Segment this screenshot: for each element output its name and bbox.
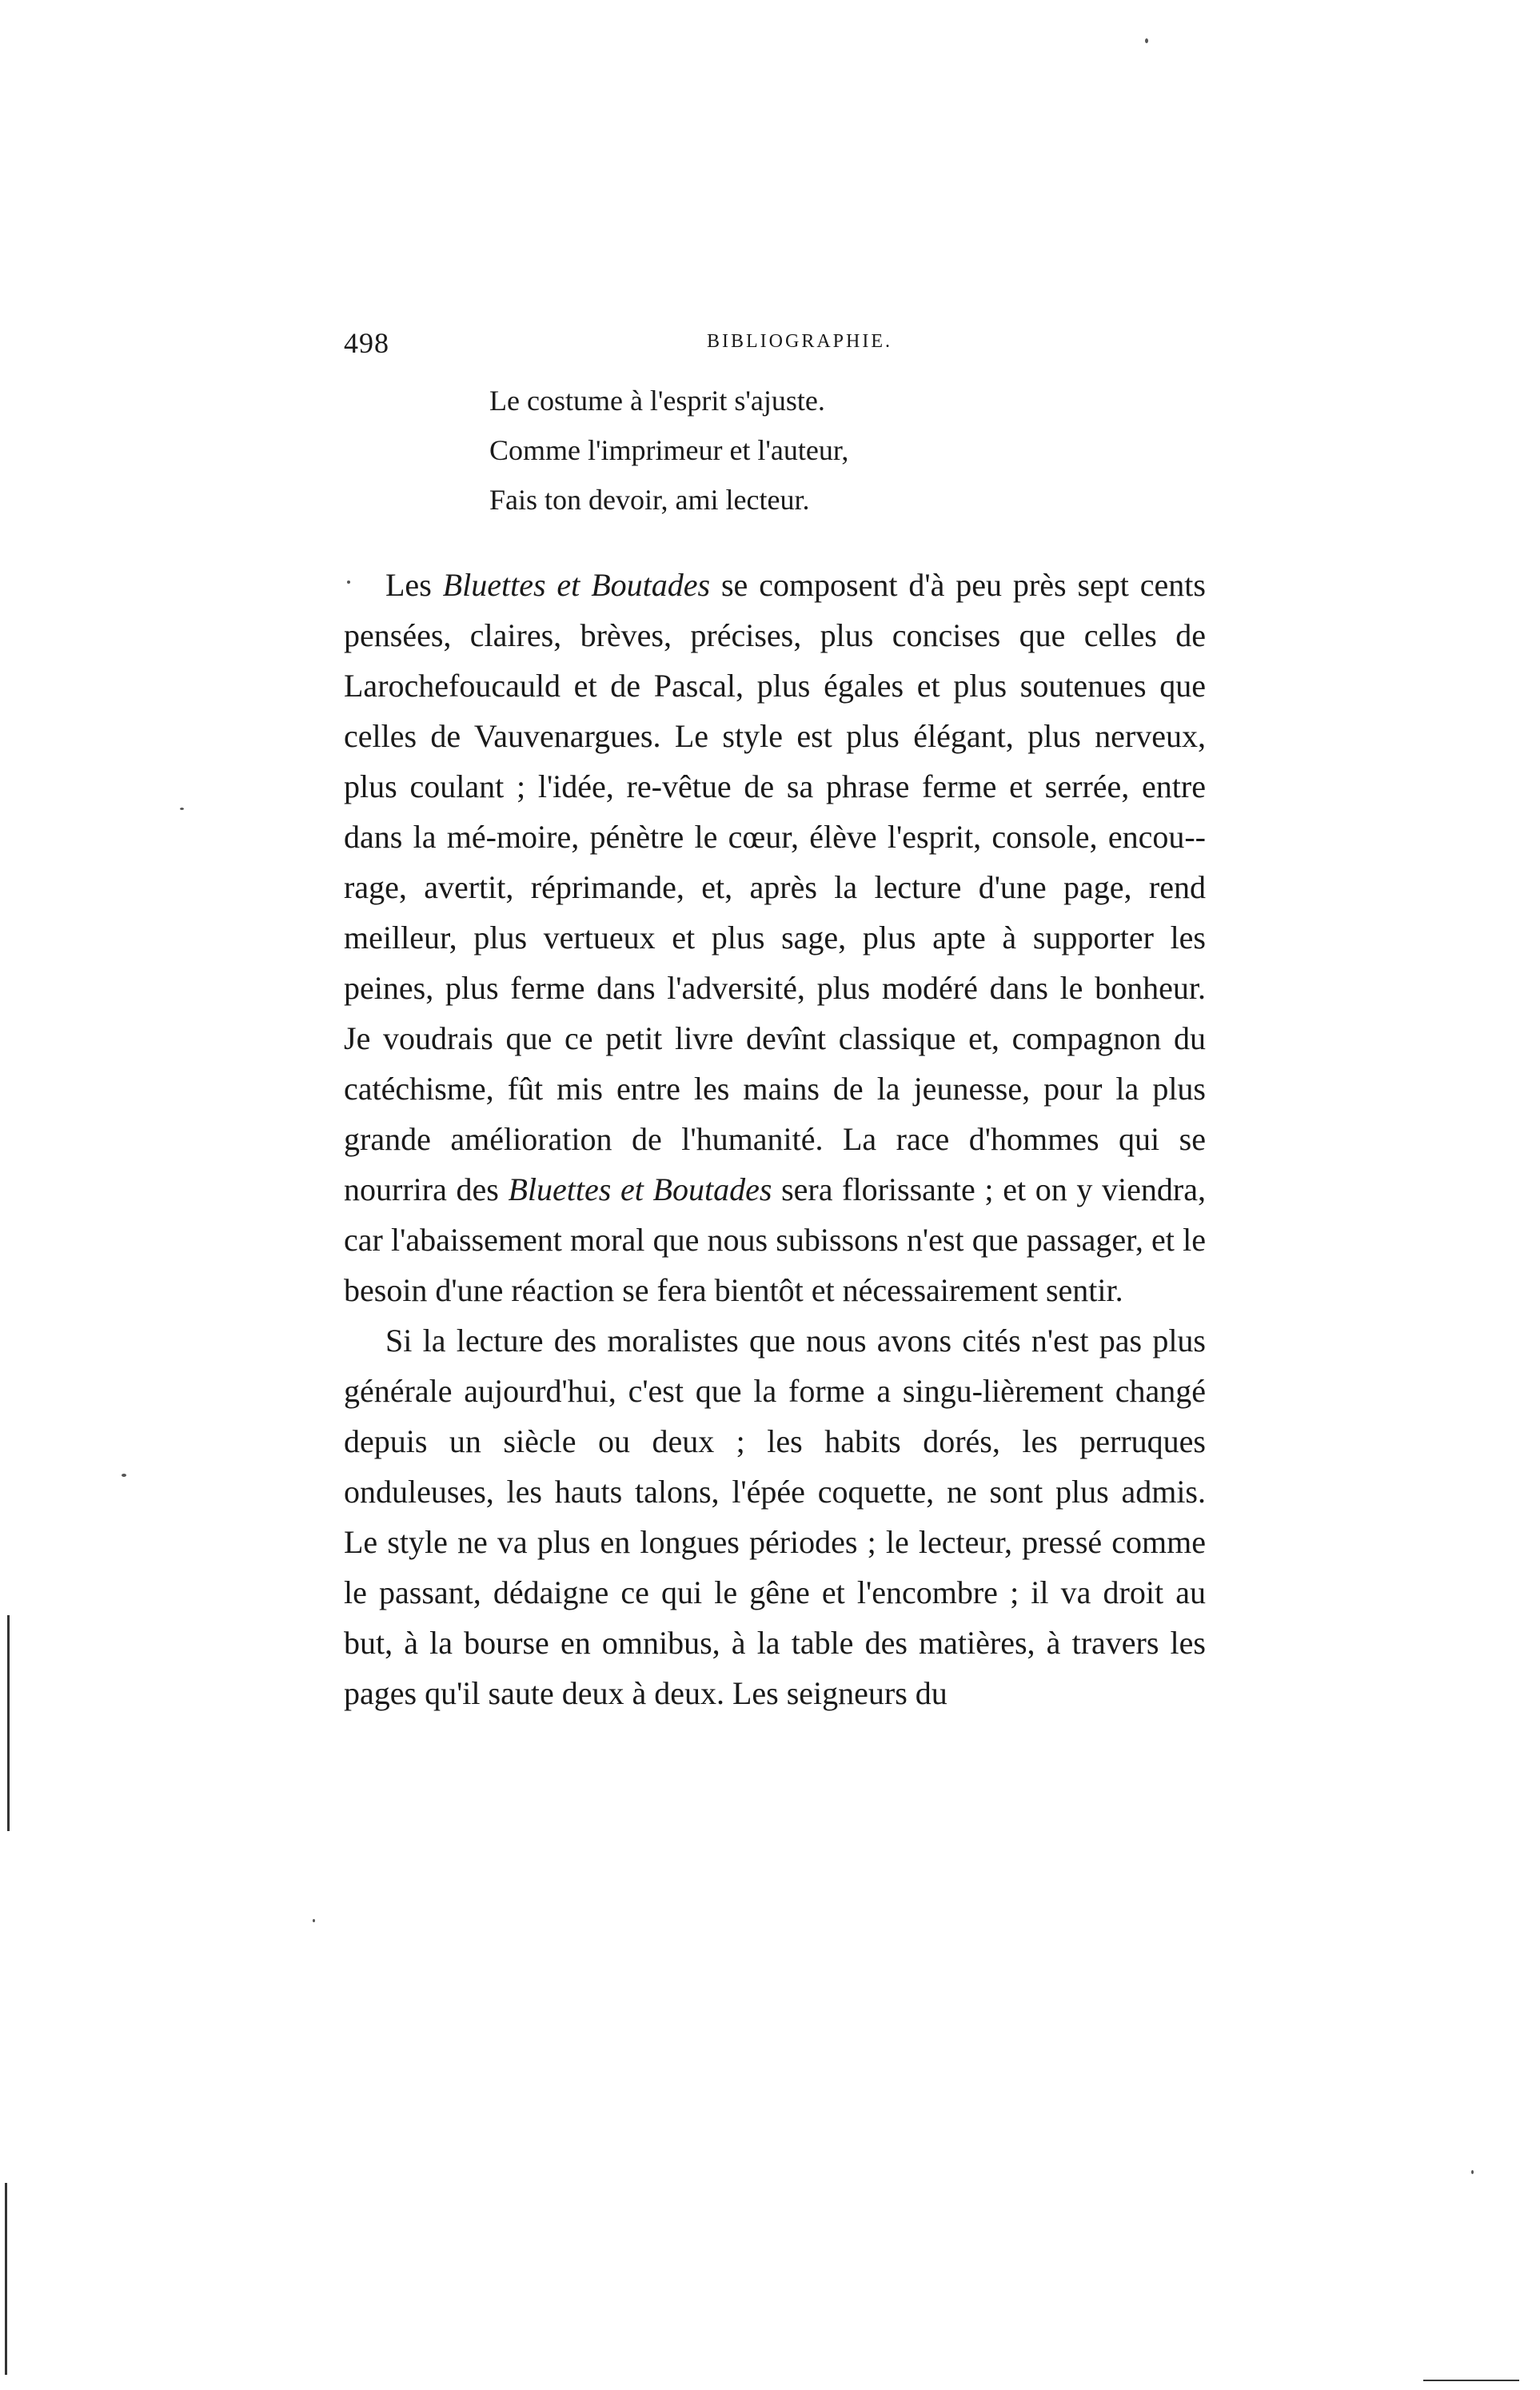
verse-line: Le costume à l'esprit s'ajuste.	[489, 385, 825, 417]
scan-edge-mark	[1423, 2380, 1519, 2381]
running-title: BIBLIOGRAPHIE.	[707, 331, 892, 352]
paragraph-text: se composent d'à peu près sept cents pensées, claires, brèves, précises, plus concises que celles de Larochefoucauld et de Pascal, plus égales et plus soutenues que celles de Vauvenargues. Le style est plus élégant, plus nerveux, plus coulant ; l'idée, re-vêtue de sa phrase ferme et serrée, entre dans la mé-moire, pénètre le cœur, élève l'esprit, console, encou-rage, avertit, réprimande, et, après la lecture d'une page, rend meilleur, plus vertueux et plus sage, plus apte à supporter les peines, plus ferme dans l'adversité, plus modéré dans le bonheur. Je voudrais que ce petit livre devînt classique et, compagnon du catéchisme, fût mis entre les mains de la jeunesse, pour la plus grande amélioration de l'humanité. La race d'hommes qui se nourrira des	[344, 567, 1206, 1207]
scan-edge-mark	[5, 2183, 7, 2375]
italic-title: Bluettes et Boutades	[442, 567, 711, 603]
page-header	[344, 326, 1207, 366]
scan-speck	[122, 1474, 126, 1477]
scan-speck	[1471, 2170, 1474, 2174]
paragraph: Si la lecture des moralistes que nous avons cités n'est pas plus générale aujourd'hui, c'est que la forme a singu-lièrement changé depuis un siècle ou deux ; les habits dorés, les perruques onduleuses, les hauts talons, l'épée coquette, ne sont plus admis. Le style ne va plus en longues périodes ; le lecteur, pressé comme le passant, dédaigne ce qui le gêne et l'encombre ; il va droit au but, à la bourse en omnibus, à la table des matières, à travers les pages qu'il saute deux à deux. Les seigneurs du	[344, 1323, 1206, 1711]
scan-speck	[180, 808, 184, 810]
scan-speck	[1145, 38, 1148, 43]
verse-line: Comme l'imprimeur et l'auteur,	[489, 434, 849, 466]
scan-speck	[347, 581, 350, 584]
paragraph-text: sera florissante ; et on y viendra, car l'abaissement moral que nous subissons n'est que passager, et le besoin d'une réaction se fera bientôt et nécessairement sentir.	[344, 1171, 1206, 1308]
italic-title: Bluettes et Boutades	[508, 1171, 772, 1207]
body-text	[344, 560, 1206, 1718]
paragraph-text: Les	[385, 567, 443, 603]
page-number: 498	[344, 327, 389, 359]
verse-block	[489, 376, 848, 525]
scan-speck	[313, 1919, 315, 1922]
paragraph	[344, 560, 1206, 1315]
scan-edge-mark	[7, 1615, 10, 1831]
verse-line: Fais ton devoir, ami lecteur.	[489, 484, 810, 516]
